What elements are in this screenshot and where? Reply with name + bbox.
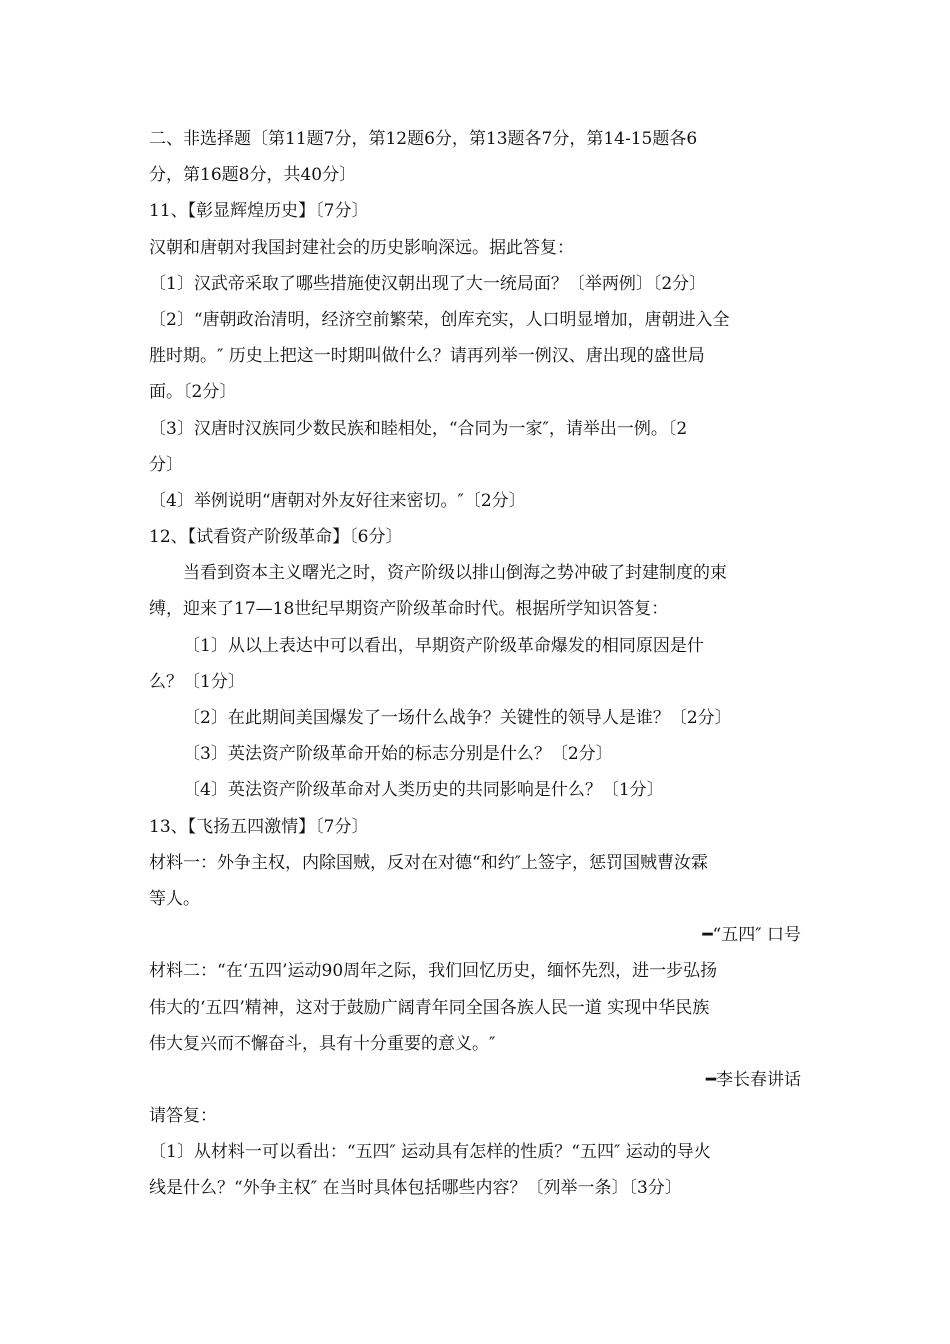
material-1-line-2: 等人。 <box>149 888 200 909</box>
question-12-part-2: 〔2〕在此期间美国爆发了一场什么战争？关键性的领导人是谁？〔2分〕 <box>183 708 732 728</box>
section-heading-line-2: 分，第16题8分，共40分〕 <box>149 165 357 186</box>
material-1-source: ━“五四″ 口号 <box>702 925 801 946</box>
question-13-part-1-line-1: 〔1〕从材料一可以看出：“五四″ 运动具有怎样的性质？“五四″ 运动的导火 <box>149 1142 711 1163</box>
material-2-line-3: 伟大复兴而不懈奋斗，具有十分重要的意义。″ <box>149 1033 496 1054</box>
material-1-line-1: 材料一：外争主权，内除国贼，反对在对德“和约″上签字，惩罚国贼曹汝霖 <box>149 852 709 873</box>
section-heading-line-1: 二、非选择题〔第11题7分，第12题6分，第13题各7分，第14-15题各6 <box>149 129 698 149</box>
question-12-intro-line-1: 当看到资本主义曙光之时，资产阶级以排山倒海之势冲破了封建制度的束 <box>183 563 727 584</box>
question-11-part-1: 〔1〕汉武帝采取了哪些措施使汉朝出现了大一统局面？〔举两例〕〔2分〕 <box>149 273 707 294</box>
question-11-part-3-line-1: 〔3〕汉唐时汉族同少数民族和睦相处，“合同为一家″，请举出一例。〔2 <box>149 418 688 439</box>
question-12-part-1-line-2: 么？〔1分〕 <box>149 671 245 692</box>
document-page <box>149 121 801 1207</box>
question-13-prompt: 请答复： <box>149 1106 217 1127</box>
question-11-part-3-line-2: 分〕 <box>149 454 183 475</box>
question-11-title: 11、【彰显辉煌历史】〔7分〕 <box>149 201 369 222</box>
material-2-source: ━李长春讲话 <box>705 1069 801 1090</box>
question-11-part-2-line-1: 〔2〕“唐朝政治清明，经济空前繁荣，创库充实，人口明显增加，唐朝进入全 <box>149 309 730 330</box>
question-11-intro: 汉朝和唐朝对我国封建社会的历史影响深远。据此答复： <box>149 237 574 258</box>
question-13-part-1-line-2: 线是什么？“外争主权″ 在当时具体包括哪些内容？〔列举一条〕〔3分〕 <box>149 1178 682 1199</box>
question-12-part-1-line-1: 〔1〕从以上表达中可以看出，早期资产阶级革命爆发的相同原因是什 <box>183 635 704 656</box>
question-12-intro-line-2: 缚，迎来了17—18世纪早期资产阶级革命时代。根据所学知识答复： <box>149 599 669 620</box>
question-12-part-3: 〔3〕英法资产阶级革命开始的标志分别是什么？〔2分〕 <box>183 744 613 765</box>
question-11-part-2-line-3: 面。〔2分〕 <box>149 382 237 403</box>
question-12-part-4: 〔4〕英法资产阶级革命对人类历史的共同影响是什么？〔1分〕 <box>183 780 664 801</box>
question-13-title: 13、【飞扬五四激情】〔7分〕 <box>149 816 369 837</box>
material-2-line-1: 材料二：“在‘五四’运动90周年之际，我们回忆历史，缅怀先烈，进一步弘扬 <box>149 961 718 982</box>
question-11-part-4: 〔4〕举例说明“唐朝对外友好往来密切。″〔2分〕 <box>149 490 526 511</box>
question-12-title: 12、【试看资产阶级革命】〔6分〕 <box>149 527 403 548</box>
material-2-line-2: 伟大的‘五四’精神，这对于鼓励广阔青年同全国各族人民一道 实现中华民族 <box>149 997 710 1018</box>
question-11-part-2-line-2: 胜时期。″ 历史上把这一时期叫做什么？请再列举一例汉、唐出现的盛世局 <box>149 346 705 367</box>
